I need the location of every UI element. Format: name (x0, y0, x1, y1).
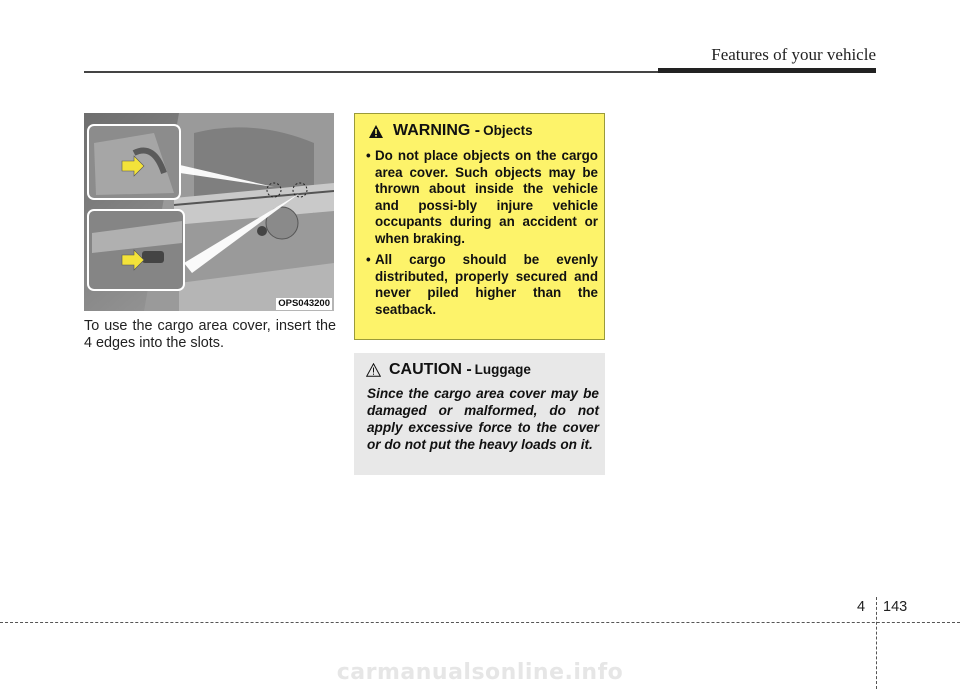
page-number: 143 (883, 599, 908, 615)
bullet: • (366, 252, 371, 267)
warning-list (366, 148, 598, 323)
caution-label: CAUTION - (389, 361, 472, 378)
caution-topic: Luggage (474, 362, 531, 377)
caution-header (366, 361, 531, 379)
cargo-cover-illustration (84, 113, 334, 311)
warning-header (369, 122, 533, 140)
figure-code: OPS043200 (278, 298, 330, 309)
bullet: • (366, 148, 371, 163)
warning-item: • All cargo should be evenly distributed, properly secured and never piled higher than the seatback. (366, 252, 598, 317)
caution-box (354, 353, 605, 475)
warning-box (354, 113, 605, 340)
warning-triangle-icon (369, 125, 383, 138)
caution-text: Since the cargo area cover may be damaged or malformed, do not apply excessive force to the cover or do not put the heavy loads on it. (367, 386, 599, 452)
caution-triangle-icon (366, 363, 381, 377)
header-rule-accent (658, 68, 876, 73)
warning-topic: Objects (483, 123, 533, 138)
instruction-text: To use the cargo area cover, insert the 4 edges into the slots. (84, 318, 336, 351)
chapter-number: 4 (857, 599, 866, 615)
watermark: carmanualsonline.info (336, 660, 624, 685)
cargo-area-image (84, 113, 334, 311)
warning-item: • Do not place objects on the cargo area cover. Such objects may be thrown about inside the vehicle and possi-bly injure vehicle occupants during an accident or when braking. (366, 148, 598, 246)
footer-rule (0, 622, 960, 623)
warning-label: WARNING - (393, 122, 481, 139)
section-title: Features of your vehicle (711, 45, 876, 64)
header-rule (84, 71, 658, 73)
